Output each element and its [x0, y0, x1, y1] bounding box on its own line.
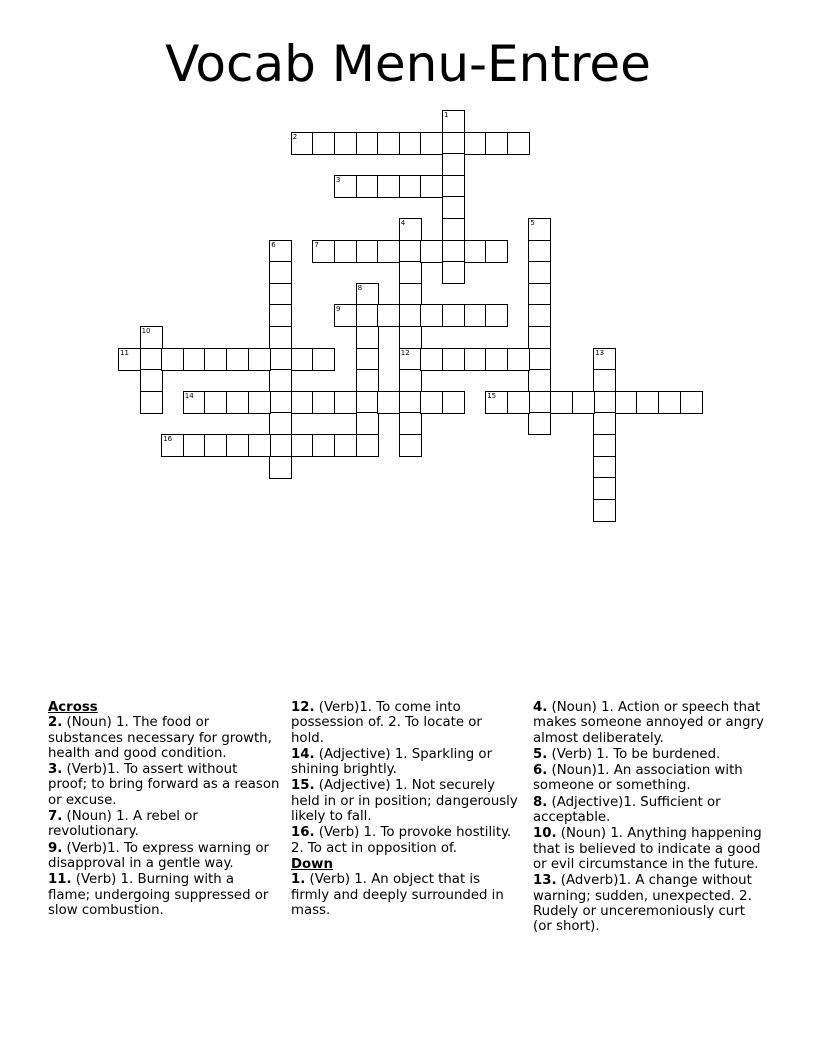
grid-cell[interactable]	[680, 391, 703, 414]
clue-text: (Verb) 1. To be burdened.	[547, 746, 721, 762]
grid-cell[interactable]	[269, 434, 292, 457]
grid-cell[interactable]	[442, 240, 465, 263]
clue-number: 8.	[533, 794, 548, 810]
grid-cell[interactable]	[204, 348, 227, 371]
grid-cell[interactable]	[528, 348, 551, 371]
grid-cell[interactable]	[399, 348, 422, 371]
clue-down-item	[533, 873, 765, 934]
grid-cell[interactable]	[399, 261, 422, 284]
clue-text: (Verb) 1. To provoke hostility. 2. To act in opposition of.	[291, 825, 512, 856]
cell-number: 8	[357, 283, 363, 292]
grid-cell[interactable]	[464, 304, 487, 327]
clue-number: 5.	[533, 746, 548, 762]
grid-cell[interactable]	[399, 240, 422, 263]
grid-cell[interactable]	[442, 218, 465, 241]
cell-number: 11	[120, 348, 129, 357]
clue-down-item	[533, 763, 765, 794]
clue-down-item	[533, 795, 765, 826]
grid-cell[interactable]	[291, 132, 314, 155]
grid-cell[interactable]	[183, 348, 206, 371]
clue-number: 6.	[533, 763, 548, 779]
clue-column-3	[533, 700, 765, 935]
grid-cell[interactable]	[442, 261, 465, 284]
grid-cell[interactable]	[269, 348, 292, 371]
grid-cell[interactable]	[334, 175, 357, 198]
grid-cell[interactable]	[420, 240, 443, 263]
grid-cell[interactable]	[334, 132, 357, 155]
grid-cell[interactable]	[140, 369, 163, 392]
clue-number: 12.	[291, 700, 315, 715]
grid-cell[interactable]	[161, 348, 184, 371]
cell-number: 6	[271, 240, 276, 249]
page-title: Vocab Menu-Entree	[165, 35, 651, 93]
grid-cell[interactable]	[528, 304, 551, 327]
grid-cell[interactable]	[356, 132, 379, 155]
clue-across-item	[48, 715, 280, 761]
clue-number: 3.	[48, 762, 63, 778]
grid-cell[interactable]	[377, 391, 400, 414]
grid-cell[interactable]	[593, 434, 616, 457]
grid-cell[interactable]	[356, 348, 379, 371]
clue-across-item	[291, 700, 519, 746]
grid-cell[interactable]	[593, 391, 616, 414]
grid-cell[interactable]	[183, 391, 206, 414]
grid-cell[interactable]	[356, 240, 379, 263]
grid-cell[interactable]	[593, 456, 616, 479]
clue-across-item	[291, 747, 519, 778]
clue-list-down-b	[533, 700, 765, 934]
grid-cell[interactable]	[269, 261, 292, 284]
cell-number: 15	[487, 391, 497, 400]
clue-number: 10.	[533, 826, 557, 842]
grid-cell[interactable]	[399, 283, 422, 306]
cell-number: 2	[292, 132, 298, 141]
grid-cell[interactable]	[248, 348, 271, 371]
clue-list-down-a	[291, 872, 519, 918]
grid-cell[interactable]	[528, 391, 551, 414]
cell-number: 16	[163, 435, 173, 443]
down-heading: Down	[291, 856, 333, 872]
cell-number: 10	[141, 327, 151, 335]
clue-text: (Verb) 1. Burning with a flame; undergoing suppressed or slow combustion.	[48, 872, 269, 918]
cell-number: 13	[595, 348, 605, 357]
grid-cell[interactable]	[226, 434, 249, 457]
grid-cell[interactable]	[356, 304, 379, 327]
clue-down-item	[291, 872, 519, 918]
grid-cell[interactable]	[485, 240, 508, 263]
grid-cell[interactable]	[312, 348, 335, 371]
grid-cell[interactable]	[356, 326, 379, 349]
clue-text: (Verb)1. To come into possession of. 2. To locate or hold.	[291, 700, 482, 746]
grid-cell[interactable]	[420, 391, 443, 414]
grid-cell[interactable]	[399, 132, 422, 155]
grid-cell[interactable]	[356, 412, 379, 435]
clue-text: (Verb) 1. An object that is firmly and deeply surrounded in mass.	[291, 872, 504, 918]
grid-cell[interactable]	[356, 434, 379, 457]
grid-cell[interactable]	[161, 434, 184, 457]
grid-cell[interactable]	[615, 391, 638, 414]
grid-cell[interactable]	[442, 132, 465, 155]
clue-down-item	[533, 747, 765, 762]
clue-number: 4.	[533, 700, 548, 715]
grid-cell[interactable]	[269, 326, 292, 349]
across-heading: Across	[48, 700, 98, 715]
grid-cell[interactable]	[399, 218, 422, 241]
grid-cell[interactable]	[183, 434, 206, 457]
grid-cell[interactable]	[507, 391, 530, 414]
clue-number: 13.	[533, 873, 557, 889]
grid-cell[interactable]	[442, 348, 465, 371]
grid-cell[interactable]	[377, 175, 400, 198]
grid-cell[interactable]	[140, 326, 163, 349]
grid-cell[interactable]	[528, 369, 551, 392]
grid-cell[interactable]	[420, 304, 443, 327]
grid-cell[interactable]	[464, 240, 487, 263]
grid-cell[interactable]	[399, 175, 422, 198]
cell-number: 1	[444, 111, 449, 119]
grid-cell[interactable]	[399, 326, 422, 349]
clue-number: 2.	[48, 715, 63, 731]
grid-cell[interactable]	[334, 240, 357, 263]
grid-cell[interactable]	[334, 304, 357, 327]
clue-number: 15.	[291, 778, 315, 794]
grid-cell[interactable]	[485, 391, 508, 414]
grid-cell[interactable]	[399, 304, 422, 327]
grid-cell[interactable]	[226, 348, 249, 371]
grid-cell[interactable]	[485, 348, 508, 371]
grid-cell[interactable]	[528, 240, 551, 263]
cell-number: 3	[336, 175, 341, 184]
grid-cell[interactable]	[442, 153, 465, 176]
grid-cell[interactable]	[399, 434, 422, 457]
grid-cell[interactable]	[442, 110, 465, 133]
grid-cell[interactable]	[399, 369, 422, 392]
clue-list-across-a	[48, 715, 280, 918]
grid-cell[interactable]	[464, 348, 487, 371]
grid-cell[interactable]	[593, 499, 616, 522]
clue-text: (Noun) 1. Action or speech that makes someone annoyed or angry almost deliberately.	[533, 700, 764, 746]
grid-cell[interactable]	[269, 304, 292, 327]
clue-column-2	[291, 700, 519, 919]
grid-cell[interactable]	[269, 456, 292, 479]
grid-cell[interactable]	[507, 348, 530, 371]
grid-cell[interactable]	[528, 261, 551, 284]
clue-across-item	[48, 762, 280, 808]
grid-cell[interactable]	[269, 412, 292, 435]
grid-cell[interactable]	[636, 391, 659, 414]
grid-cell[interactable]	[442, 196, 465, 219]
grid-cell[interactable]	[593, 369, 616, 392]
grid-cell[interactable]	[269, 240, 292, 263]
clue-across-item	[48, 809, 280, 840]
grid-cell[interactable]	[399, 412, 422, 435]
grid-cell[interactable]	[442, 391, 465, 414]
clue-number: 7.	[48, 809, 63, 825]
grid-cell[interactable]	[528, 412, 551, 435]
grid-cell[interactable]	[593, 412, 616, 435]
grid-cell[interactable]	[356, 283, 379, 306]
clue-across-item	[48, 872, 280, 918]
grid-cell[interactable]	[248, 391, 271, 414]
grid-cell[interactable]	[312, 240, 335, 263]
clue-down-item	[533, 700, 765, 746]
grid-cell[interactable]	[334, 434, 357, 457]
grid-cell[interactable]	[118, 348, 141, 371]
grid-cell[interactable]	[420, 348, 443, 371]
clue-text: (Adjective) 1. Not securely held in or in position; dangerously likely to fall.	[291, 778, 518, 825]
clue-number: 11.	[48, 872, 72, 888]
grid-cell[interactable]	[140, 391, 163, 414]
clue-text: (Noun) 1. Anything happening that is believed to indicate a good or evil circumstance in the future.	[533, 826, 762, 872]
clue-text: (Verb)1. To assert without proof; to bring forward as a reason or excuse.	[48, 762, 280, 808]
grid-cell[interactable]	[420, 132, 443, 155]
grid-cell[interactable]	[291, 434, 314, 457]
grid-cell[interactable]	[572, 391, 595, 414]
clue-text: (Noun) 1. The food or substances necessary for growth, health and good condition.	[48, 715, 272, 761]
grid-cell[interactable]	[312, 434, 335, 457]
grid-cell[interactable]	[226, 391, 249, 414]
grid-cell[interactable]	[269, 369, 292, 392]
clue-text: (Adjective)1. Sufficient or acceptable.	[533, 794, 721, 826]
clue-number: 16.	[291, 825, 315, 841]
grid-cell[interactable]	[334, 391, 357, 414]
grid-cell[interactable]	[420, 175, 443, 198]
grid-cell[interactable]	[291, 348, 314, 371]
clue-text: (Adverb)1. A change without warning; sudden, unexpected. 2. Rudely or unceremoniously curt (or short).	[533, 873, 752, 935]
grid-cell[interactable]	[312, 391, 335, 414]
cell-number: 12	[400, 348, 410, 357]
grid-cell[interactable]	[464, 132, 487, 155]
cell-number: 4	[400, 219, 406, 227]
grid-cell[interactable]	[269, 391, 292, 414]
grid-cell[interactable]	[507, 132, 530, 155]
grid-cell[interactable]	[377, 240, 400, 263]
grid-cell[interactable]	[269, 283, 292, 306]
grid-cell[interactable]	[377, 304, 400, 327]
clue-number: 14.	[291, 746, 315, 762]
grid-cell[interactable]	[204, 434, 227, 457]
grid-cell[interactable]	[248, 434, 271, 457]
grid-cell[interactable]	[377, 132, 400, 155]
grid-cell[interactable]	[658, 391, 681, 414]
clue-list-across-b	[291, 700, 519, 856]
grid-cell[interactable]	[312, 132, 335, 155]
grid-cell[interactable]	[399, 391, 422, 414]
cell-number: 5	[530, 219, 535, 227]
grid-cell[interactable]	[485, 132, 508, 155]
grid-cell[interactable]	[528, 326, 551, 349]
cell-number: 7	[314, 240, 319, 249]
clue-text: (Noun)1. An association with someone or something.	[533, 763, 743, 794]
cell-number: 14	[184, 391, 194, 400]
clue-across-item	[291, 825, 519, 856]
clue-number: 9.	[48, 840, 63, 856]
grid-cell[interactable]	[356, 391, 379, 414]
grid-cell[interactable]	[593, 348, 616, 371]
grid-cell[interactable]	[593, 477, 616, 500]
grid-cell[interactable]	[204, 391, 227, 414]
grid-cell[interactable]	[356, 175, 379, 198]
grid-cell[interactable]	[528, 283, 551, 306]
clue-number: 1.	[291, 872, 306, 888]
grid-cell[interactable]	[442, 175, 465, 198]
grid-cell[interactable]	[528, 218, 551, 241]
grid-cell[interactable]	[140, 348, 163, 371]
grid-cell[interactable]	[442, 304, 465, 327]
clue-text: (Noun) 1. A rebel or revolutionary.	[48, 809, 198, 840]
clue-column-1	[48, 700, 280, 919]
clue-across-item	[48, 841, 280, 872]
grid-cell[interactable]	[550, 391, 573, 414]
cell-number: 9	[336, 305, 341, 314]
grid-cell[interactable]	[485, 304, 508, 327]
grid-cell[interactable]	[356, 369, 379, 392]
clue-across-item	[291, 778, 519, 824]
clue-down-item	[533, 826, 765, 872]
clue-text: (Verb)1. To express warning or disapproval in a gentle way.	[48, 840, 269, 871]
grid-cell[interactable]	[291, 391, 314, 414]
clue-text: (Adjective) 1. Sparkling or shining brightly.	[291, 746, 493, 778]
